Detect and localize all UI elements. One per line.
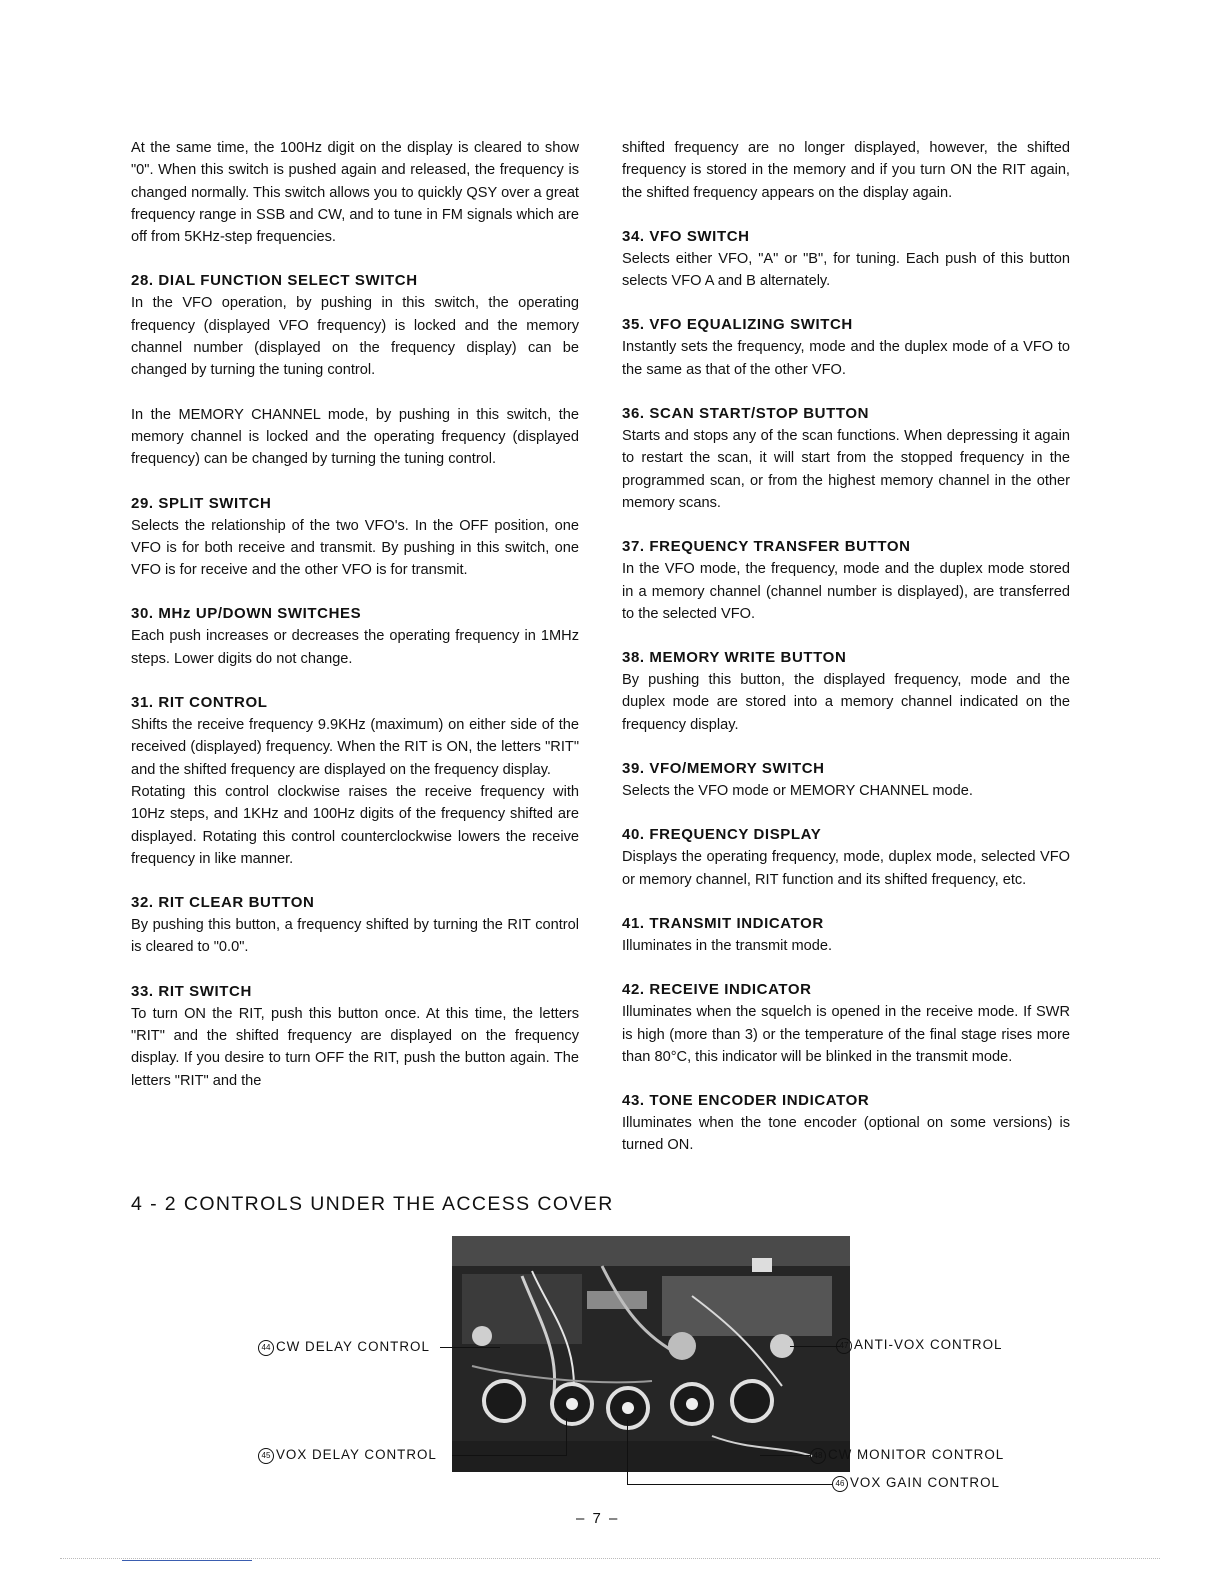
paragraph-41: Illuminates in the transmit mode. xyxy=(622,937,833,954)
heading-32: 32. RIT CLEAR BUTTON xyxy=(131,894,315,912)
continued-paragraph: shifted frequency are no longer displayed, however, the shifted frequency is stored in the memory and if you turn ON the RIT again, the shifted frequency appears on the display again. xyxy=(622,140,1070,201)
label-vox-gain xyxy=(832,1475,1000,1492)
paragraph-29: Selects the relationship of the two VFO's. In the OFF position, one VFO is for both receive and transmit. By pushing in this switch, one VFO is for receive and the other VFO is for transmit. xyxy=(131,517,579,579)
paragraph-35: Instantly sets the frequency, mode and the duplex mode of a VFO to the same as that of the other VFO. xyxy=(622,339,1070,378)
heading-43: 43. TONE ENCODER INDICATOR xyxy=(622,1092,870,1110)
scan-artifact-line-blue xyxy=(122,1560,252,1561)
number-47: 47 xyxy=(836,1338,852,1354)
heading-41: 41. TRANSMIT INDICATOR xyxy=(622,914,824,932)
paragraph-33: To turn ON the RIT, push this button once. At this time, the letters "RIT" and the shifted frequency are displayed on the frequency display. If you desire to turn OFF the RIT, push the button again. The letters "RIT" and the xyxy=(131,1005,579,1089)
heading-31: 31. RIT CONTROL xyxy=(131,694,268,712)
intro-paragraph: At the same time, the 100Hz digit on the display is cleared to show "0". When this switch is pushed again and released, the frequency is changed normally. This switch allows you to quickly QSY over a great frequency range in SSB and CW, and to tune in FM signals which are off from 5KHz-step frequencies. xyxy=(131,140,579,246)
number-45: 45 xyxy=(258,1448,274,1464)
right-column xyxy=(622,137,1070,1157)
left-column xyxy=(131,137,579,1092)
section-title: 4 - 2 CONTROLS UNDER THE ACCESS COVER xyxy=(131,1193,614,1215)
number-44: 44 xyxy=(258,1340,274,1356)
paragraph-31-2: Rotating this control clockwise raises the receive frequency with 10Hz steps, and 1KHz and 100Hz digits of the frequency shifted are displayed. Rotating this control counterclockwise lowers the receive frequency in like manner. xyxy=(131,783,579,867)
heading-42: 42. RECEIVE INDICATOR xyxy=(622,981,812,999)
heading-29: 29. SPLIT SWITCH xyxy=(131,494,272,512)
heading-38: 38. MEMORY WRITE BUTTON xyxy=(622,649,847,667)
number-46: 46 xyxy=(832,1476,848,1492)
label-cw-delay-text: CW DELAY CONTROL xyxy=(276,1339,430,1354)
heading-40: 40. FREQUENCY DISPLAY xyxy=(622,826,822,844)
heading-30: 30. MHz UP/DOWN SWITCHES xyxy=(131,605,362,623)
paragraph-36: Starts and stops any of the scan functions. When depressing it again to restart the scan, it will start from the stopped frequency in the programmed scan, or from the highest memory channel in the other memory scans. xyxy=(622,428,1070,511)
paragraph-40: Displays the operating frequency, mode, duplex mode, selected VFO or memory channel, RIT function and its shifted frequency, etc. xyxy=(622,849,1070,888)
label-vox-delay-text: VOX DELAY CONTROL xyxy=(276,1447,437,1462)
leader-cw-delay xyxy=(440,1347,500,1348)
leader-anti-vox xyxy=(790,1346,840,1347)
paragraph-38: By pushing this button, the displayed frequency, mode and the duplex mode are stored into a memory channel indicated on the frequency display. xyxy=(622,672,1070,733)
paragraph-32: By pushing this button, a frequency shifted by turning the RIT control is cleared to "0.0". xyxy=(131,917,579,956)
heading-28: 28. DIAL FUNCTION SELECT SWITCH xyxy=(131,272,418,290)
heading-39: 39. VFO/MEMORY SWITCH xyxy=(622,760,825,778)
label-vox-gain-text: VOX GAIN CONTROL xyxy=(850,1475,1000,1490)
paragraph-37: In the VFO mode, the frequency, mode and the duplex mode stored in a memory channel (channel number is displayed), are transferred to the selected VFO. xyxy=(622,561,1070,622)
access-cover-photo xyxy=(452,1236,850,1472)
paragraph-43: Illuminates when the tone encoder (optional on some versions) is turned ON. xyxy=(622,1115,1070,1154)
paragraph-34: Selects either VFO, "A" or "B", for tuning. Each push of this button selects VFO A and B alternately. xyxy=(622,250,1070,290)
leader-cw-monitor xyxy=(760,1455,810,1456)
page-number: – 7 – xyxy=(576,1510,620,1527)
label-cw-delay xyxy=(258,1339,430,1356)
number-48: 48 xyxy=(810,1448,826,1464)
heading-36: 36. SCAN START/STOP BUTTON xyxy=(622,405,870,423)
label-cw-monitor-text: CW MONITOR CONTROL xyxy=(828,1447,1005,1462)
paragraph-30: Each push increases or decreases the operating frequency in 1MHz steps. Lower digits do not change. xyxy=(131,628,579,667)
paragraph-39: Selects the VFO mode or MEMORY CHANNEL mode. xyxy=(622,783,973,800)
heading-34: 34. VFO SWITCH xyxy=(622,227,750,245)
paragraph-42: Illuminates when the squelch is opened in the receive mode. If SWR is high (more than 3) or the temperature of the final stage rises more than 80°C, this indicator will be blinked in the transmit mode. xyxy=(622,1004,1070,1065)
leader-vox-gain xyxy=(627,1484,832,1485)
heading-33: 33. RIT SWITCH xyxy=(131,982,252,1000)
label-anti-vox xyxy=(836,1337,1002,1354)
leader-vox-delay-vertical xyxy=(566,1418,567,1456)
leader-vox-delay xyxy=(452,1455,567,1456)
paragraph-28-1: In the VFO operation, by pushing in this switch, the operating frequency (displayed VFO frequency) is locked and the memory channel number (displayed on the frequency display) can be changed by turning the tuning control. xyxy=(131,295,579,379)
label-cw-monitor xyxy=(810,1447,1004,1464)
label-anti-vox-text: ANTI-VOX CONTROL xyxy=(854,1337,1003,1352)
paragraph-28-2: In the MEMORY CHANNEL mode, by pushing in this switch, the memory channel is locked and the operating frequency (displayed frequency) can be changed by turning the tuning control. xyxy=(131,406,579,468)
leader-vox-gain-vertical xyxy=(627,1420,628,1484)
paragraph-31-1: Shifts the receive frequency 9.9KHz (maximum) on either side of the received (displayed) frequency. When the RIT is ON, the letters "RIT" and the shifted frequency are displayed on the frequency display. xyxy=(131,717,579,778)
label-vox-delay xyxy=(258,1447,437,1464)
heading-35: 35. VFO EQUALIZING SWITCH xyxy=(622,316,853,334)
heading-37: 37. FREQUENCY TRANSFER BUTTON xyxy=(622,538,911,556)
